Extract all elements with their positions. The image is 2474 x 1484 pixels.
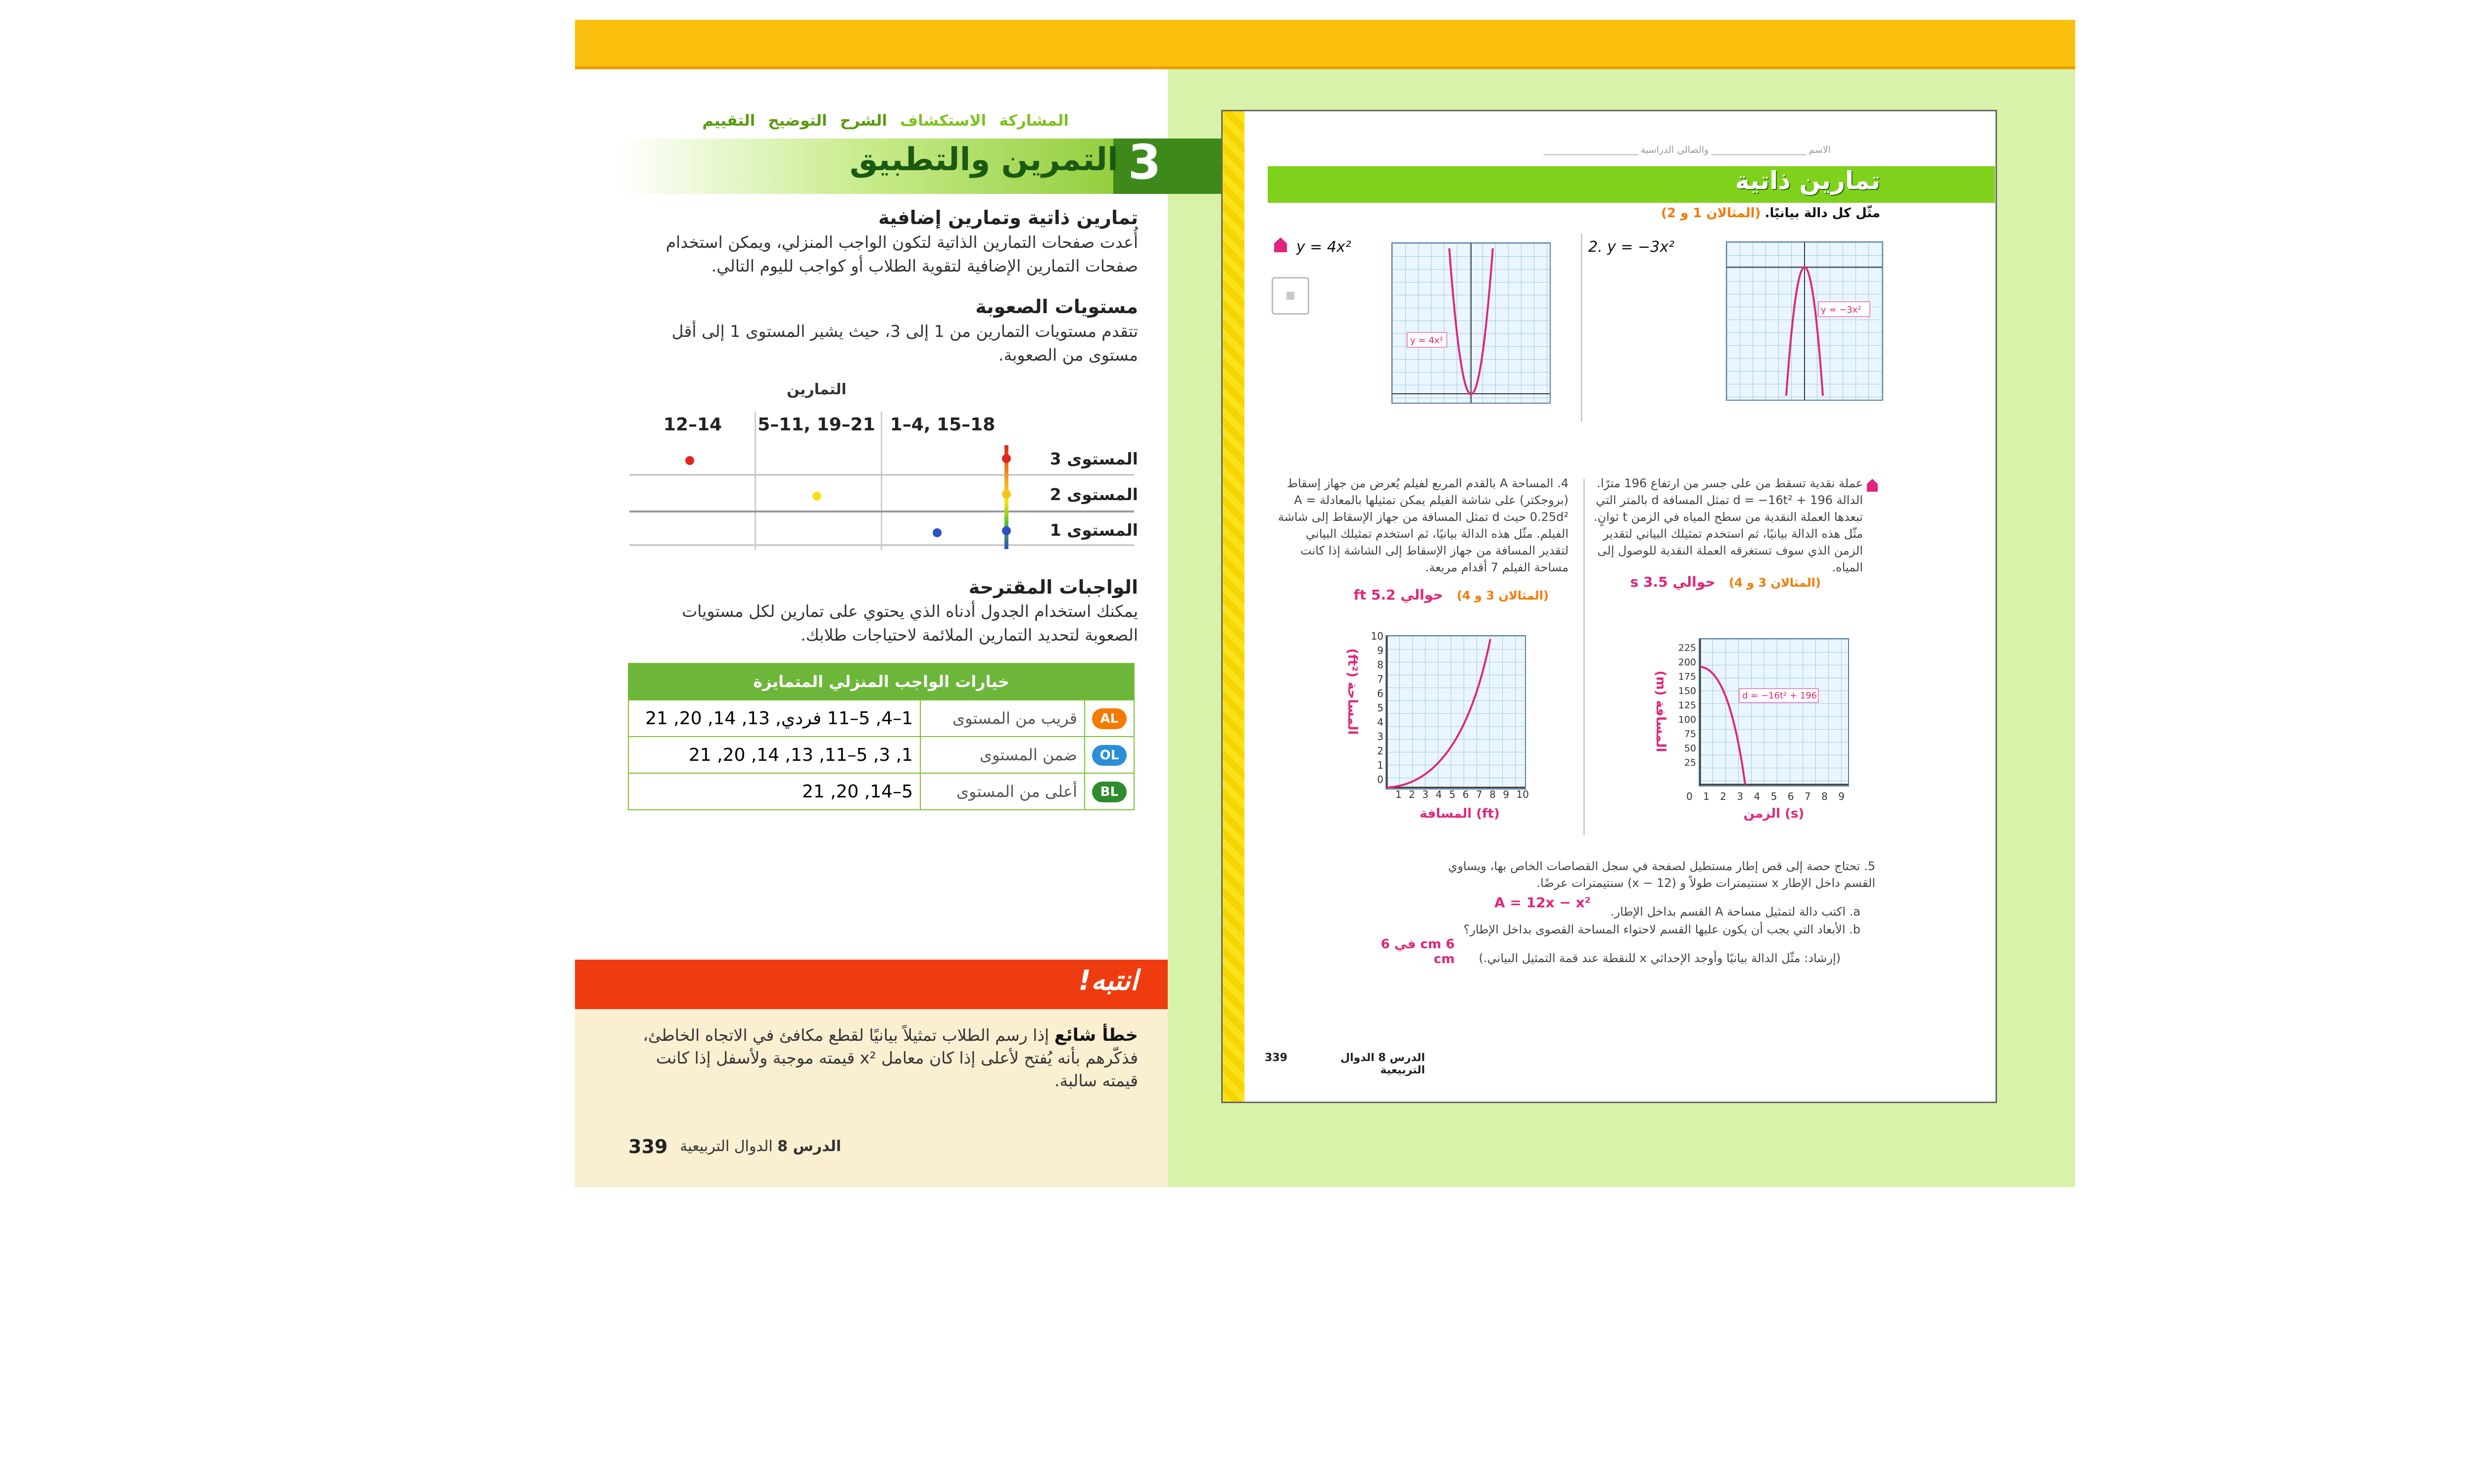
tick-label: 2 bbox=[1720, 790, 1727, 802]
step-title: التمرين والتطبيق bbox=[850, 141, 1118, 178]
graph-ex3 bbox=[1699, 638, 1849, 787]
ex4-ref: (المثالان 3 و 4) bbox=[1457, 589, 1549, 603]
tick-label: 7 bbox=[1377, 673, 1383, 685]
section-practice-head: تمارين ذاتية وتمارين إضافية bbox=[878, 207, 1138, 229]
table-row bbox=[628, 773, 1134, 810]
tick-label: 7 bbox=[1804, 790, 1811, 802]
col-divider bbox=[755, 412, 756, 550]
tick-label: 6 bbox=[1462, 788, 1469, 800]
level-badge: BL bbox=[1092, 782, 1127, 802]
tick-label: 175 bbox=[1678, 671, 1696, 682]
tick-label: 3 bbox=[1422, 788, 1429, 800]
ex5b-text: b. الأبعاد التي يجب أن يكون عليها القسم لاحتواء المساحة القصوى بداخل الإطار؟ bbox=[1463, 923, 1860, 936]
tick-label: 4 bbox=[1377, 716, 1383, 728]
graph-ex4-xlabel: المسافة (ft) bbox=[1420, 806, 1500, 821]
col-exercises-1: 1–4, 15–18 bbox=[890, 415, 996, 435]
tick-label: 6 bbox=[1787, 790, 1794, 802]
level-marker bbox=[933, 528, 942, 537]
tick-label: 10 bbox=[1371, 630, 1383, 642]
graph-ex3-svg bbox=[1700, 639, 1848, 786]
ex2-function: 2. y = −3x² bbox=[1588, 238, 1675, 256]
tick-label: 50 bbox=[1684, 743, 1696, 754]
level-badge: OL bbox=[1092, 745, 1127, 766]
tick-label: 0 bbox=[1686, 790, 1693, 802]
difficulty-caption: التمارين bbox=[787, 381, 847, 398]
worksheet-footer-page: 339 bbox=[1265, 1052, 1287, 1064]
ex3-text: عملة نقدية تسقط من على جسر من ارتفاع 196 مترًا. الدالة d = −16t² + 196 تمثل المسافة d بالمتر التي تبعدها العملة النقدية من سطح المياه في الزمن t ثوانٍ. مثّل هذه الدالة بيانيًا، ثم استخدم تمثيلك البياني لتقدير الزمن الذي سوف تستغرقه العملة النقدية للوصول إلى المياه. bbox=[1593, 476, 1863, 574]
level-marker bbox=[1002, 454, 1011, 463]
tick-label: 200 bbox=[1678, 657, 1696, 668]
tick-label: 3 bbox=[1377, 731, 1383, 742]
level-1-label: المستوى 1 bbox=[1049, 520, 1138, 540]
level-marker bbox=[812, 492, 821, 501]
worksheet-footer: الدرس 8 الدوال التربيعية bbox=[1340, 1052, 1425, 1076]
tick-label: 8 bbox=[1821, 790, 1828, 802]
footer-topic: الدوال التربيعية bbox=[680, 1138, 773, 1155]
lesson-phase-tabs bbox=[702, 112, 1069, 130]
section-levels-head: مستويات الصعوبة bbox=[975, 296, 1138, 318]
ex4-answer-line bbox=[1346, 587, 1549, 604]
chapter-banner bbox=[575, 20, 2075, 69]
ex3-ref: (المثالان 3 و 4) bbox=[1729, 576, 1821, 590]
tab-explain[interactable]: الشرح bbox=[840, 112, 887, 130]
curve bbox=[1386, 639, 1490, 788]
tick-label: 5 bbox=[1449, 788, 1456, 800]
table-row bbox=[628, 700, 1134, 737]
graph-ex2 bbox=[1726, 241, 1883, 401]
callout-lead: خطأ شائع bbox=[1054, 1025, 1138, 1045]
worksheet-instruction bbox=[1608, 206, 1880, 221]
footer-lesson: الدرس 8 bbox=[777, 1138, 841, 1155]
divider bbox=[1583, 479, 1585, 835]
callout-body bbox=[628, 1024, 1138, 1092]
level-row-line bbox=[629, 510, 1134, 512]
homework-options-table bbox=[628, 663, 1135, 810]
tick-label: 10 bbox=[1516, 788, 1529, 800]
level-badge: AL bbox=[1092, 708, 1127, 729]
graph-ex1 bbox=[1391, 242, 1551, 404]
col-exercises-3: 12–14 bbox=[663, 415, 722, 435]
level-cell: قريب من المستوى bbox=[920, 700, 1085, 737]
graph-ex4-x-ticks bbox=[1395, 788, 1529, 800]
divider bbox=[1581, 233, 1582, 421]
level-2-label: المستوى 2 bbox=[1049, 485, 1138, 504]
level-cell: ضمن المستوى bbox=[920, 737, 1085, 773]
curve-label: d = −16t² + 196 bbox=[1742, 691, 1817, 701]
ex1-function: y = 4x² bbox=[1296, 238, 1351, 256]
ex4-text: 4. المساحة A بالقدم المربع لفيلم يُعرض من جهاز إسقاط (بروجكتر) على شاشة الفيلم يمكن تمثيلها بالمعادلة A = 0.25d² حيث d تمثل المسافة من جهاز الإسقاط إلى شاشة الفيلم. مثّل هذه الدالة بيانيًا، ثم استخدم تمثيلك البياني لتقدير المسافة من جهاز الإسقاط إلى الشاشة إذا كانت مساحة الفيلم 7 أقدام مربعة. bbox=[1278, 476, 1569, 574]
scan-code-icon: ▦ bbox=[1272, 277, 1309, 315]
graph-ex1-svg bbox=[1392, 243, 1550, 403]
tick-label: 9 bbox=[1503, 788, 1510, 800]
callout-text: إذا رسم الطلاب تمثيلاً بيانيًا لقطع مكافئ في الاتجاه الخاطئ، فذكّرهم بأنه يُفتح لأعلى إذا كان معامل x² قيمته موجبة ولأسفل إذا كانت قيمته سالبة. bbox=[643, 1025, 1138, 1090]
table-title: خيارات الواجب المنزلي المتمايزة bbox=[628, 663, 1134, 700]
level-cell: أعلى من المستوى bbox=[920, 773, 1085, 810]
tick-label: 150 bbox=[1678, 686, 1696, 696]
tab-evaluate[interactable]: التقييم bbox=[702, 112, 756, 130]
tick-label: 0 bbox=[1377, 774, 1383, 786]
level-row-line bbox=[629, 544, 1134, 546]
exercises-cell: 1, 3, 5–11, 13, 14, 20, 21 bbox=[628, 737, 920, 773]
exercises-cell: 5–14, 20, 21 bbox=[628, 773, 920, 810]
graph-ex4 bbox=[1385, 635, 1526, 789]
tick-label: 2 bbox=[1409, 788, 1415, 800]
col-exercises-2: 5–11, 19–21 bbox=[758, 415, 875, 435]
level-marker bbox=[685, 456, 694, 465]
instruction-ref: (المثالان 1 و 2) bbox=[1661, 206, 1761, 221]
section-assign-body: يمكنك استخدام الجدول أدناه الذي يحتوي على تمارين لكل مستويات الصعوبة لتحديد التمارين الملائمة لاحتياجات طلابك. bbox=[682, 602, 1138, 645]
graph-ex3-x-ticks bbox=[1686, 790, 1845, 802]
exercises-cell: 1–4, 5–11 فردي, 13, 14, 20, 21 bbox=[628, 700, 920, 737]
graph-ex4-ylabel: المساحة (ft²) bbox=[1345, 648, 1360, 735]
tick-label: 4 bbox=[1754, 790, 1760, 802]
callout-title: انتبه! bbox=[1078, 965, 1138, 997]
table-row bbox=[628, 737, 1134, 773]
tick-label: 9 bbox=[1838, 790, 1845, 802]
tab-explore[interactable]: الاستكشاف bbox=[900, 112, 987, 130]
ex3-answer: حوالي 3.5 s bbox=[1630, 574, 1715, 590]
curve bbox=[1700, 667, 1745, 785]
level-marker bbox=[1002, 490, 1011, 499]
curve-label: y = −3x² bbox=[1821, 305, 1861, 315]
tick-label: 7 bbox=[1476, 788, 1482, 800]
graph-ex3-y-ticks bbox=[1674, 641, 1696, 770]
tick-label: 3 bbox=[1737, 790, 1744, 802]
tick-label: 1 bbox=[1377, 759, 1383, 771]
ex5b-answer: 6 cm في 6 cm bbox=[1380, 937, 1455, 967]
graph-ex3-ylabel: المسافة (m) bbox=[1653, 670, 1668, 752]
curve-label: y = 4x² bbox=[1410, 335, 1443, 346]
tab-elaborate[interactable]: التوضيح bbox=[768, 112, 827, 130]
section-assign-head: الواجبات المقترحة bbox=[968, 576, 1138, 598]
step-number: 3 bbox=[1128, 135, 1161, 190]
worksheet-title-bar bbox=[1268, 166, 1995, 203]
graph-ex4-y-ticks bbox=[1370, 629, 1383, 787]
tick-label: 225 bbox=[1678, 643, 1696, 653]
tick-label: 125 bbox=[1678, 700, 1696, 711]
ex5-hint: (إرشاد: مثّل الدالة بيانيًا وأوجد الإحداثي x للنقطة عند قمة التمثيل البياني.) bbox=[1478, 951, 1841, 965]
instruction-text: مثّل كل دالة بيانيًا. bbox=[1764, 206, 1880, 221]
section-levels-body: تتقدم مستويات التمارين من 1 إلى 3، حيث يشير المستوى 1 إلى أقل مستوى من الصعوبة. bbox=[671, 322, 1138, 365]
level-marker bbox=[1002, 526, 1011, 535]
tick-label: 1 bbox=[1703, 790, 1710, 802]
tick-label: 6 bbox=[1377, 688, 1383, 699]
tick-label: 8 bbox=[1377, 659, 1383, 671]
tick-label: 2 bbox=[1377, 745, 1383, 757]
tab-engage[interactable]: المشاركة bbox=[999, 112, 1069, 130]
footer-page-number: 339 bbox=[628, 1136, 668, 1158]
tick-label: 100 bbox=[1678, 714, 1696, 725]
tick-label: 25 bbox=[1684, 757, 1696, 768]
level-3-label: المستوى 3 bbox=[1049, 449, 1138, 468]
ex5a-answer: A = 12x − x² bbox=[1494, 894, 1591, 911]
worksheet-edge-strip bbox=[1223, 111, 1244, 1102]
col-divider bbox=[881, 412, 882, 550]
tick-label: 4 bbox=[1435, 788, 1442, 800]
graph-ex4-svg bbox=[1386, 636, 1525, 788]
tick-label: 9 bbox=[1377, 645, 1383, 656]
tick-label: 8 bbox=[1489, 788, 1496, 800]
tick-label: 5 bbox=[1377, 702, 1383, 714]
tick-label: 75 bbox=[1684, 729, 1696, 740]
ex5-text: 5. تحتاج حصة إلى قص إطار مستطيل لصفحة في سجل القصاصات الخاص بها، ويساوي القسم داخل الإطار x سنتيمترات طولاً و (x − 12) سنتيمترات عرضًا. bbox=[1448, 859, 1875, 890]
ex4-answer: حوالي 5.2 ft bbox=[1353, 587, 1443, 603]
worksheet-title: تمارين ذاتية bbox=[1735, 166, 1880, 195]
tick-label: 1 bbox=[1395, 788, 1402, 800]
ex5a-text: a. اكتب دالة لتمثيل مساحة A القسم بداخل الإطار. bbox=[1610, 905, 1860, 919]
section-practice-body: أُعدت صفحات التمارين الذاتية لتكون الواجب المنزلي، ويمكن استخدام صفحات التمارين الإضافية لتقوية الطلاب أو كواجب لليوم التالي. bbox=[666, 232, 1138, 276]
ex3-answer-line bbox=[1593, 574, 1821, 591]
level-row-line bbox=[629, 474, 1134, 476]
tick-label: 5 bbox=[1770, 790, 1777, 802]
graph-ex3-xlabel: الزمن (s) bbox=[1743, 806, 1805, 821]
graph-ex2-svg bbox=[1727, 242, 1882, 400]
worksheet-name-fields: الاسم ____________________ والصالي الدراسية ____________________ bbox=[1543, 144, 1831, 155]
